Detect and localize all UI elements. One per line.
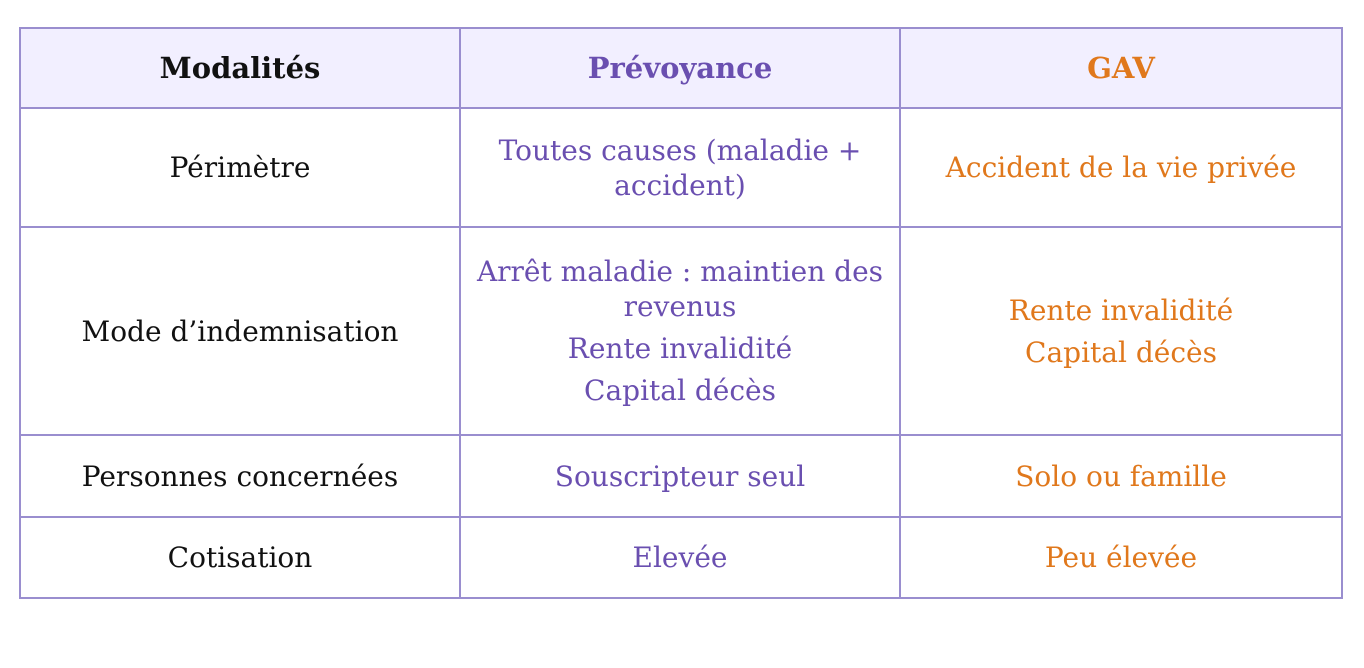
cell-line: Peu élevée bbox=[1044, 541, 1198, 574]
row-label: Cotisation bbox=[20, 517, 460, 598]
gav-cell bbox=[900, 227, 1342, 435]
prevoyance-cell bbox=[460, 435, 900, 517]
header-prevoyance: Prévoyance bbox=[460, 28, 900, 108]
cell-line: Accident de la vie privée bbox=[945, 151, 1297, 184]
table-row bbox=[20, 227, 1342, 435]
row-label: Personnes concernées bbox=[20, 435, 460, 517]
prevoyance-cell bbox=[460, 108, 900, 227]
gav-cell bbox=[900, 108, 1342, 227]
table-header-row bbox=[20, 28, 1342, 108]
cell-line: Arrêt maladie : maintien des revenus bbox=[476, 255, 884, 323]
cell-line: Rente invalidité bbox=[1008, 293, 1234, 327]
table-row bbox=[20, 517, 1342, 598]
prevoyance-cell bbox=[460, 227, 900, 435]
header-gav: GAV bbox=[900, 28, 1342, 108]
cell-line: Elevée bbox=[632, 541, 728, 574]
cell-line: Capital décès bbox=[1025, 335, 1217, 369]
row-label: Périmètre bbox=[20, 108, 460, 227]
cell-line: Solo ou famille bbox=[1015, 459, 1227, 493]
header-modalites: Modalités bbox=[20, 28, 460, 108]
prevoyance-cell bbox=[460, 517, 900, 598]
cell-line: Rente invalidité bbox=[567, 332, 793, 365]
comparison-table bbox=[19, 27, 1343, 599]
row-label: Mode d’indemnisation bbox=[20, 227, 460, 435]
table-row bbox=[20, 108, 1342, 227]
cell-line: Toutes causes (maladie + accident) bbox=[498, 133, 862, 202]
gav-cell bbox=[900, 517, 1342, 598]
gav-cell bbox=[900, 435, 1342, 517]
cell-line: Capital décès bbox=[584, 374, 776, 407]
table-row bbox=[20, 435, 1342, 517]
cell-line: Souscripteur seul bbox=[554, 459, 806, 493]
